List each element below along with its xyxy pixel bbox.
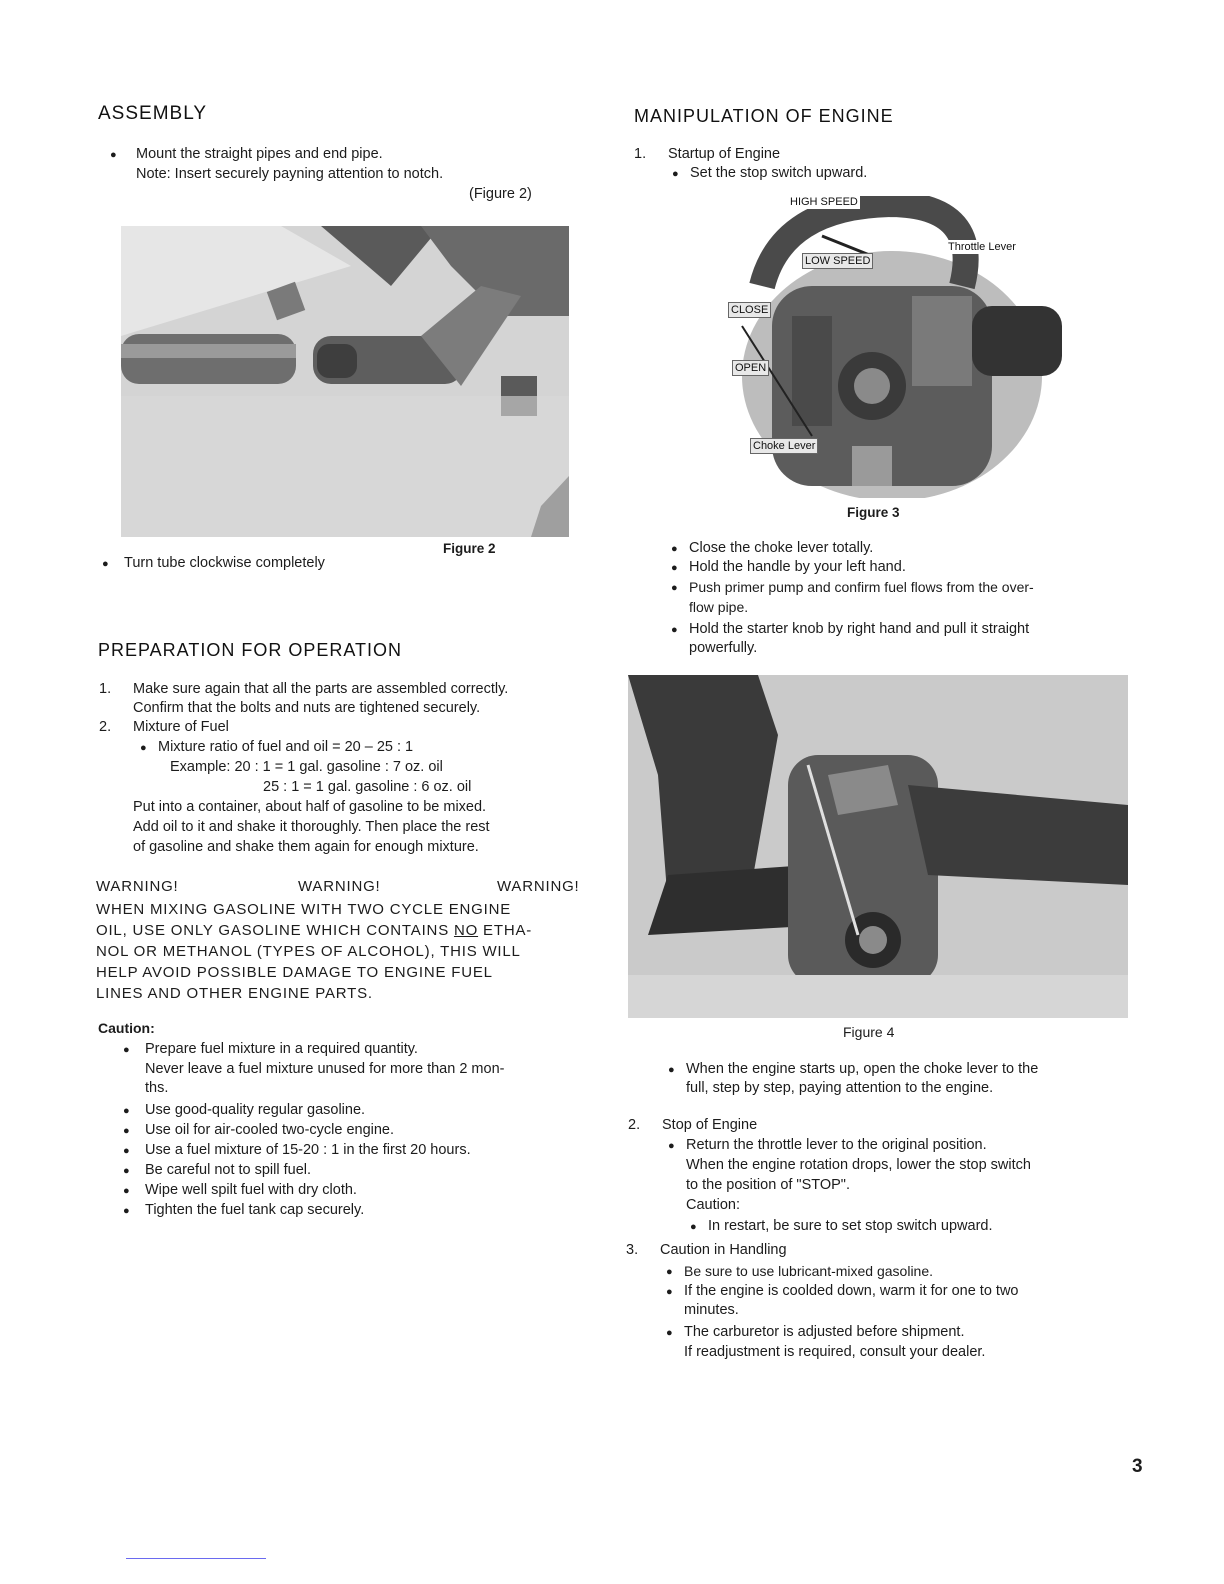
figure-4-caption: Figure 4 xyxy=(843,1024,895,1040)
prep-item-1-line-1: Make sure again that all the parts are assembled correctly. xyxy=(133,681,509,697)
warning-line-2 xyxy=(96,920,532,941)
mixture-ratio: ● Mixture ratio of fuel and oil = 20 – 25 : 1 xyxy=(158,737,413,757)
figure-2-caption: Figure 2 xyxy=(443,541,496,556)
caution-heading: Caution: xyxy=(98,1020,155,1036)
label-high-speed: HIGH SPEED xyxy=(790,196,858,208)
warning-label-1: WARNING! xyxy=(96,878,179,895)
step-1-starter-line-1: ● Hold the starter knob by right hand and pull it straight xyxy=(689,619,1029,639)
step-1-title: Startup of Engine xyxy=(668,146,781,162)
warning-line-4: HELP AVOID POSSIBLE DAMAGE TO ENGINE FUEL xyxy=(96,964,493,981)
step-3 xyxy=(626,1240,787,1260)
caution-item-1-line-2: Never leave a fuel mixture unused for more than 2 mon- xyxy=(145,1061,505,1077)
step-1-primer-line-1: ● Push primer pump and confirm fuel flows from the over- xyxy=(689,577,1034,597)
label-choke-lever: Choke Lever xyxy=(750,438,818,454)
assembly-figure-ref: (Figure 2) xyxy=(469,186,532,202)
step-3-number: 3. xyxy=(626,1242,639,1258)
prep-item-1 xyxy=(99,679,509,699)
step-3-title: Caution in Handling xyxy=(660,1242,787,1258)
label-throttle-lever: Throttle Lever xyxy=(948,241,1016,253)
step-1-open-choke-line-1: ● When the engine starts up, open the choke lever to the xyxy=(686,1059,1038,1079)
caution-item-1-line-1: ● Prepare fuel mixture in a required quantity. xyxy=(145,1039,418,1059)
warning-line-2-a: OIL, USE ONLY GASOLINE WHICH CONTAINS xyxy=(96,922,454,939)
figure-2-photo xyxy=(121,226,569,537)
warning-line-2-b: ETHA- xyxy=(478,922,533,939)
warning-emphasis-no: NO xyxy=(453,922,479,939)
preparation-heading: PREPARATION FOR OPERATION xyxy=(98,640,403,660)
caution-item-2: ● Use good-quality regular gasoline. xyxy=(145,1100,365,1120)
step-2-number: 2. xyxy=(628,1117,641,1133)
step-1-number: 1. xyxy=(634,146,647,162)
mixture-example-2: 25 : 1 = 1 gal. gasoline : 6 oz. oil xyxy=(263,779,472,795)
mixture-para-line-1: Put into a container, about half of gasoline to be mixed. xyxy=(133,799,487,815)
step-3-warm-line-2: minutes. xyxy=(684,1302,739,1318)
assembly-note: Note: Insert securely payning attention to notch. xyxy=(136,166,444,182)
caution-item-4: ● Use a fuel mixture of 15-20 : 1 in the first 20 hours. xyxy=(145,1140,471,1160)
warning-line-3: NOL OR METHANOL (TYPES OF ALCOHOL), THIS WILL xyxy=(96,943,521,960)
step-1 xyxy=(634,144,781,164)
caution-item-3: ● Use oil for air-cooled two-cycle engine. xyxy=(145,1120,394,1140)
step-2-throttle-line-2: When the engine rotation drops, lower the stop switch xyxy=(686,1157,1031,1173)
warning-line-5: LINES AND OTHER ENGINE PARTS. xyxy=(96,985,373,1002)
assembly-step-mount: ● Mount the straight pipes and end pipe. xyxy=(136,144,383,164)
footer-divider xyxy=(126,1558,266,1559)
step-2-restart-note: ● In restart, be sure to set stop switch upward. xyxy=(708,1216,993,1236)
assembly-heading: ASSEMBLY xyxy=(98,103,208,124)
label-low-speed: LOW SPEED xyxy=(802,253,873,269)
warning-line-1: WHEN MIXING GASOLINE WITH TWO CYCLE ENGINE xyxy=(96,901,512,918)
warning-label-2: WARNING! xyxy=(298,878,381,895)
prep-item-2-number: 2. xyxy=(99,719,112,735)
step-3-carburetor-line-2: If readjustment is required, consult your dealer. xyxy=(684,1344,986,1360)
prep-item-2 xyxy=(99,717,229,737)
caution-item-5: ● Be careful not to spill fuel. xyxy=(145,1160,311,1180)
figure-2-illustration xyxy=(121,226,569,537)
figure-3-caption: Figure 3 xyxy=(847,505,900,520)
step-1-starter-line-2: powerfully. xyxy=(689,640,758,656)
caution-item-1-line-3: ths. xyxy=(145,1080,169,1096)
step-3-lubricant: ● Be sure to use lubricant-mixed gasoline. xyxy=(684,1261,933,1281)
prep-item-1-number: 1. xyxy=(99,681,112,697)
prep-item-1-line-2: Confirm that the bolts and nuts are tightened securely. xyxy=(133,700,481,716)
step-1-close-choke: ● Close the choke lever totally. xyxy=(689,538,873,558)
mixture-example-1: Example: 20 : 1 = 1 gal. gasoline : 7 oz. oil xyxy=(170,759,443,775)
label-open: OPEN xyxy=(732,360,769,376)
step-1-hold-handle: ● Hold the handle by your left hand. xyxy=(689,557,906,577)
figure-3-photo xyxy=(722,196,1062,498)
page-number: 3 xyxy=(1132,1456,1143,1477)
assembly-step-turn: ● Turn tube clockwise completely xyxy=(124,553,325,573)
manipulation-heading: MANIPULATION OF ENGINE xyxy=(634,106,894,126)
warning-label-3: WARNING! xyxy=(497,878,580,895)
step-2 xyxy=(628,1115,758,1135)
step-1-stop-switch: ● Set the stop switch upward. xyxy=(690,163,867,183)
step-3-carburetor-line-1: ● The carburetor is adjusted before shipment. xyxy=(684,1322,964,1342)
mixture-para-line-3: of gasoline and shake them again for enough mixture. xyxy=(133,839,479,855)
step-1-primer-line-2: flow pipe. xyxy=(689,599,749,615)
label-close: CLOSE xyxy=(728,302,771,318)
step-2-throttle-line-1: ● Return the throttle lever to the original position. xyxy=(686,1135,987,1155)
step-2-throttle-line-3: to the position of "STOP". xyxy=(686,1177,850,1193)
step-2-caution-label: Caution: xyxy=(686,1197,741,1213)
step-3-warm-line-1: ● If the engine is coolded down, warm it for one to two xyxy=(684,1281,1019,1301)
prep-item-2-title: Mixture of Fuel xyxy=(133,719,229,735)
caution-item-7: ● Tighten the fuel tank cap securely. xyxy=(145,1200,364,1220)
step-2-title: Stop of Engine xyxy=(662,1117,758,1133)
step-1-open-choke-line-2: full, step by step, paying attention to the engine. xyxy=(686,1080,994,1096)
figure-4-illustration xyxy=(628,675,1128,1018)
mixture-para-line-2: Add oil to it and shake it thoroughly. Then place the rest xyxy=(133,819,490,835)
figure-4-photo xyxy=(628,675,1128,1018)
caution-item-6: ● Wipe well spilt fuel with dry cloth. xyxy=(145,1180,357,1200)
